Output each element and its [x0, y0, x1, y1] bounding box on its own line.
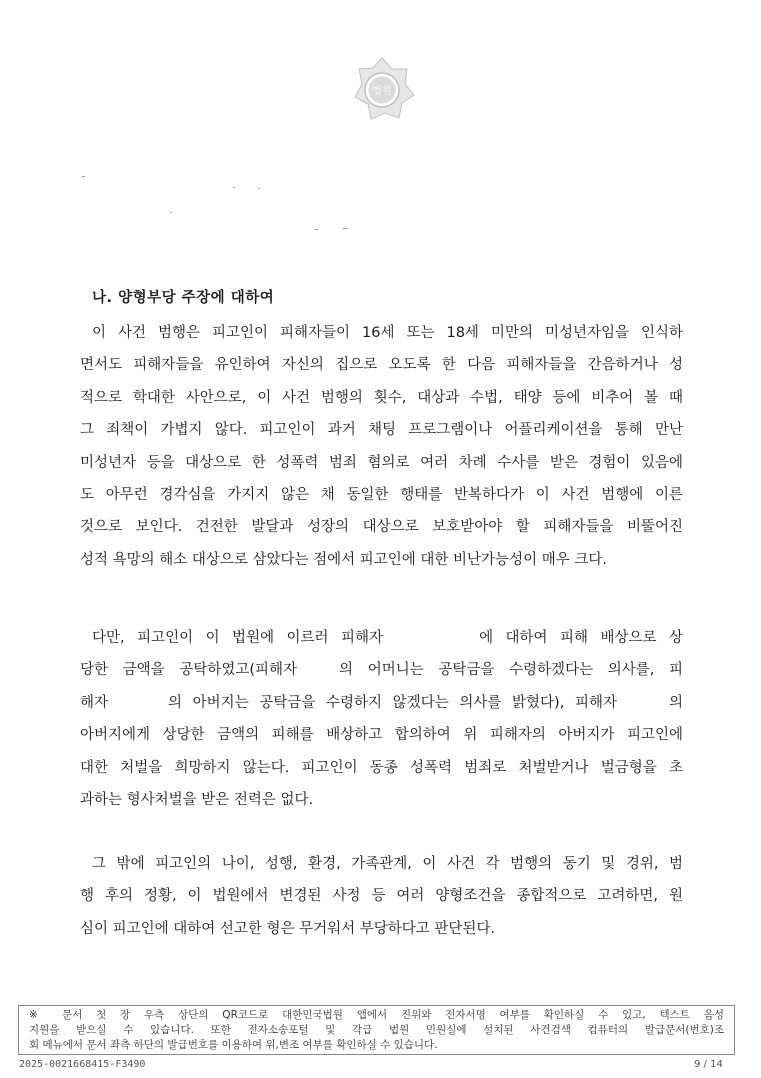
scan-speck [258, 188, 260, 189]
body-text: 심이 피고인에 대하여 선고한 형은 무거워서 부당하다고 판단된다. [80, 920, 496, 937]
body-text: 의 [668, 694, 683, 711]
notice-line-2: 지원을 받으실 수 있습니다. 또한 전자소송포털 및 각급 법원 민원실에 설치된 사건검색 컴퓨터의 발급문서(번호)조 [29, 1024, 724, 1036]
section-heading: 나. 양형부당 주장에 대하여 [92, 290, 275, 306]
scan-speck [82, 176, 85, 177]
body-line [80, 387, 683, 409]
scan-speck [170, 212, 172, 213]
body-text: 과하는 형사처벌을 받은 전력은 없다. [80, 792, 314, 808]
body-text: 의 어머니는 공탁금을 수령하겠다는 의사를, 피 [339, 662, 684, 679]
court-seal-logo [347, 55, 417, 125]
body-text: 다만, 피고인이 이 법원에 이르러 피해자 [92, 630, 384, 646]
body-text: 에 대하여 피해 배상으로 상 [479, 630, 684, 646]
body-text: 성적 욕망의 해소 대상으로 삼았다는 점에서 피고인에 대한 비난가능성이 매우 크다. [80, 551, 607, 568]
body-line [80, 692, 683, 714]
scan-speck [343, 228, 348, 229]
body-text: 면서도 피해자들을 유인하여 자신의 집으로 오도록 한 다음 피해자들을 간음하거나 성 [80, 357, 683, 374]
document-issue-number: 2025-0021668415-F3490 [19, 1059, 146, 1070]
body-line [80, 484, 683, 506]
body-text: 이 사건 범행은 피고인이 피해자들이 16세 또는 18세 미만의 미성년자임을 인식하 [92, 325, 683, 341]
body-text: 적으로 학대한 사안으로, 이 사건 범행의 횟수, 대상과 수법, 태양 등에 비추어 볼 때 [80, 389, 683, 406]
body-text: 행 후의 정황, 이 법원에서 변경된 사정 등 여러 양형조건을 종합적으로 고려하면, 원 [80, 888, 683, 905]
body-line [80, 724, 683, 746]
body-line [80, 549, 683, 571]
body-line [80, 452, 683, 474]
body-text: 것으로 보인다. 건전한 발달과 성장의 대상으로 보호받아야 할 피해자들을 비뚤어진 [80, 519, 683, 536]
body-line [80, 659, 683, 681]
body-text: 그 죄책이 가볍지 않다. 피고인이 과거 채팅 프로그램이나 어플리케이션을 통해 만난 [80, 422, 683, 439]
body-line [80, 885, 683, 907]
body-text: 의 아버지는 공탁금을 수령하지 않겠다는 의사를 밝혔다), 피해자 [168, 694, 617, 711]
page-number: 9 / 14 [694, 1059, 723, 1070]
body-line [80, 354, 683, 376]
body-line [80, 419, 683, 441]
body-line [92, 322, 683, 344]
body-line [92, 853, 683, 875]
body-text: 도 아무런 경각심을 가지지 않은 채 동일한 행태를 반복하다가 이 사건 범행에 이른 [80, 487, 683, 503]
body-text: 당한 금액을 공탁하였고(피해자 [80, 662, 298, 679]
notice-line-3: 회 메뉴에서 문서 좌측 하단의 발급번호를 이용하여 위,변조 여부를 확인하실 수 있습니다. [29, 1039, 438, 1051]
body-text: 대한 처벌을 희망하지 않는다. 피고인이 동종 성폭력 범죄로 처벌받거나 벌금형을 초 [80, 759, 683, 776]
body-text: 미성년자 등을 대상으로 한 성폭력 범죄 혐의로 여러 차례 수사를 받은 경험이 있음에 [80, 454, 683, 471]
notice-line-1: ※ 문서 첫 장 우측 상단의 QR코드로 대한민국법원 앱에서 진위와 전자서명 여부를 확인하실 수 있고, 텍스트 음성 [29, 1009, 724, 1021]
seal-text: 법원 [372, 86, 392, 97]
body-line [80, 757, 683, 779]
body-line [80, 918, 683, 940]
body-line [80, 789, 683, 811]
scan-speck [233, 187, 235, 188]
body-line [92, 627, 683, 649]
body-text: 해자 [80, 694, 109, 711]
body-text: 그 밖에 피고인의 나이, 성행, 환경, 가족관계, 이 사건 각 범행의 동기 및 경위, 범 [92, 856, 683, 872]
verification-notice-box [18, 1005, 735, 1055]
body-line [80, 516, 683, 538]
body-text: 아버지에게 상당한 금액의 피해를 배상하고 합의하여 위 피해자의 아버지가 피고인에 [80, 727, 683, 744]
scan-speck [315, 229, 318, 230]
